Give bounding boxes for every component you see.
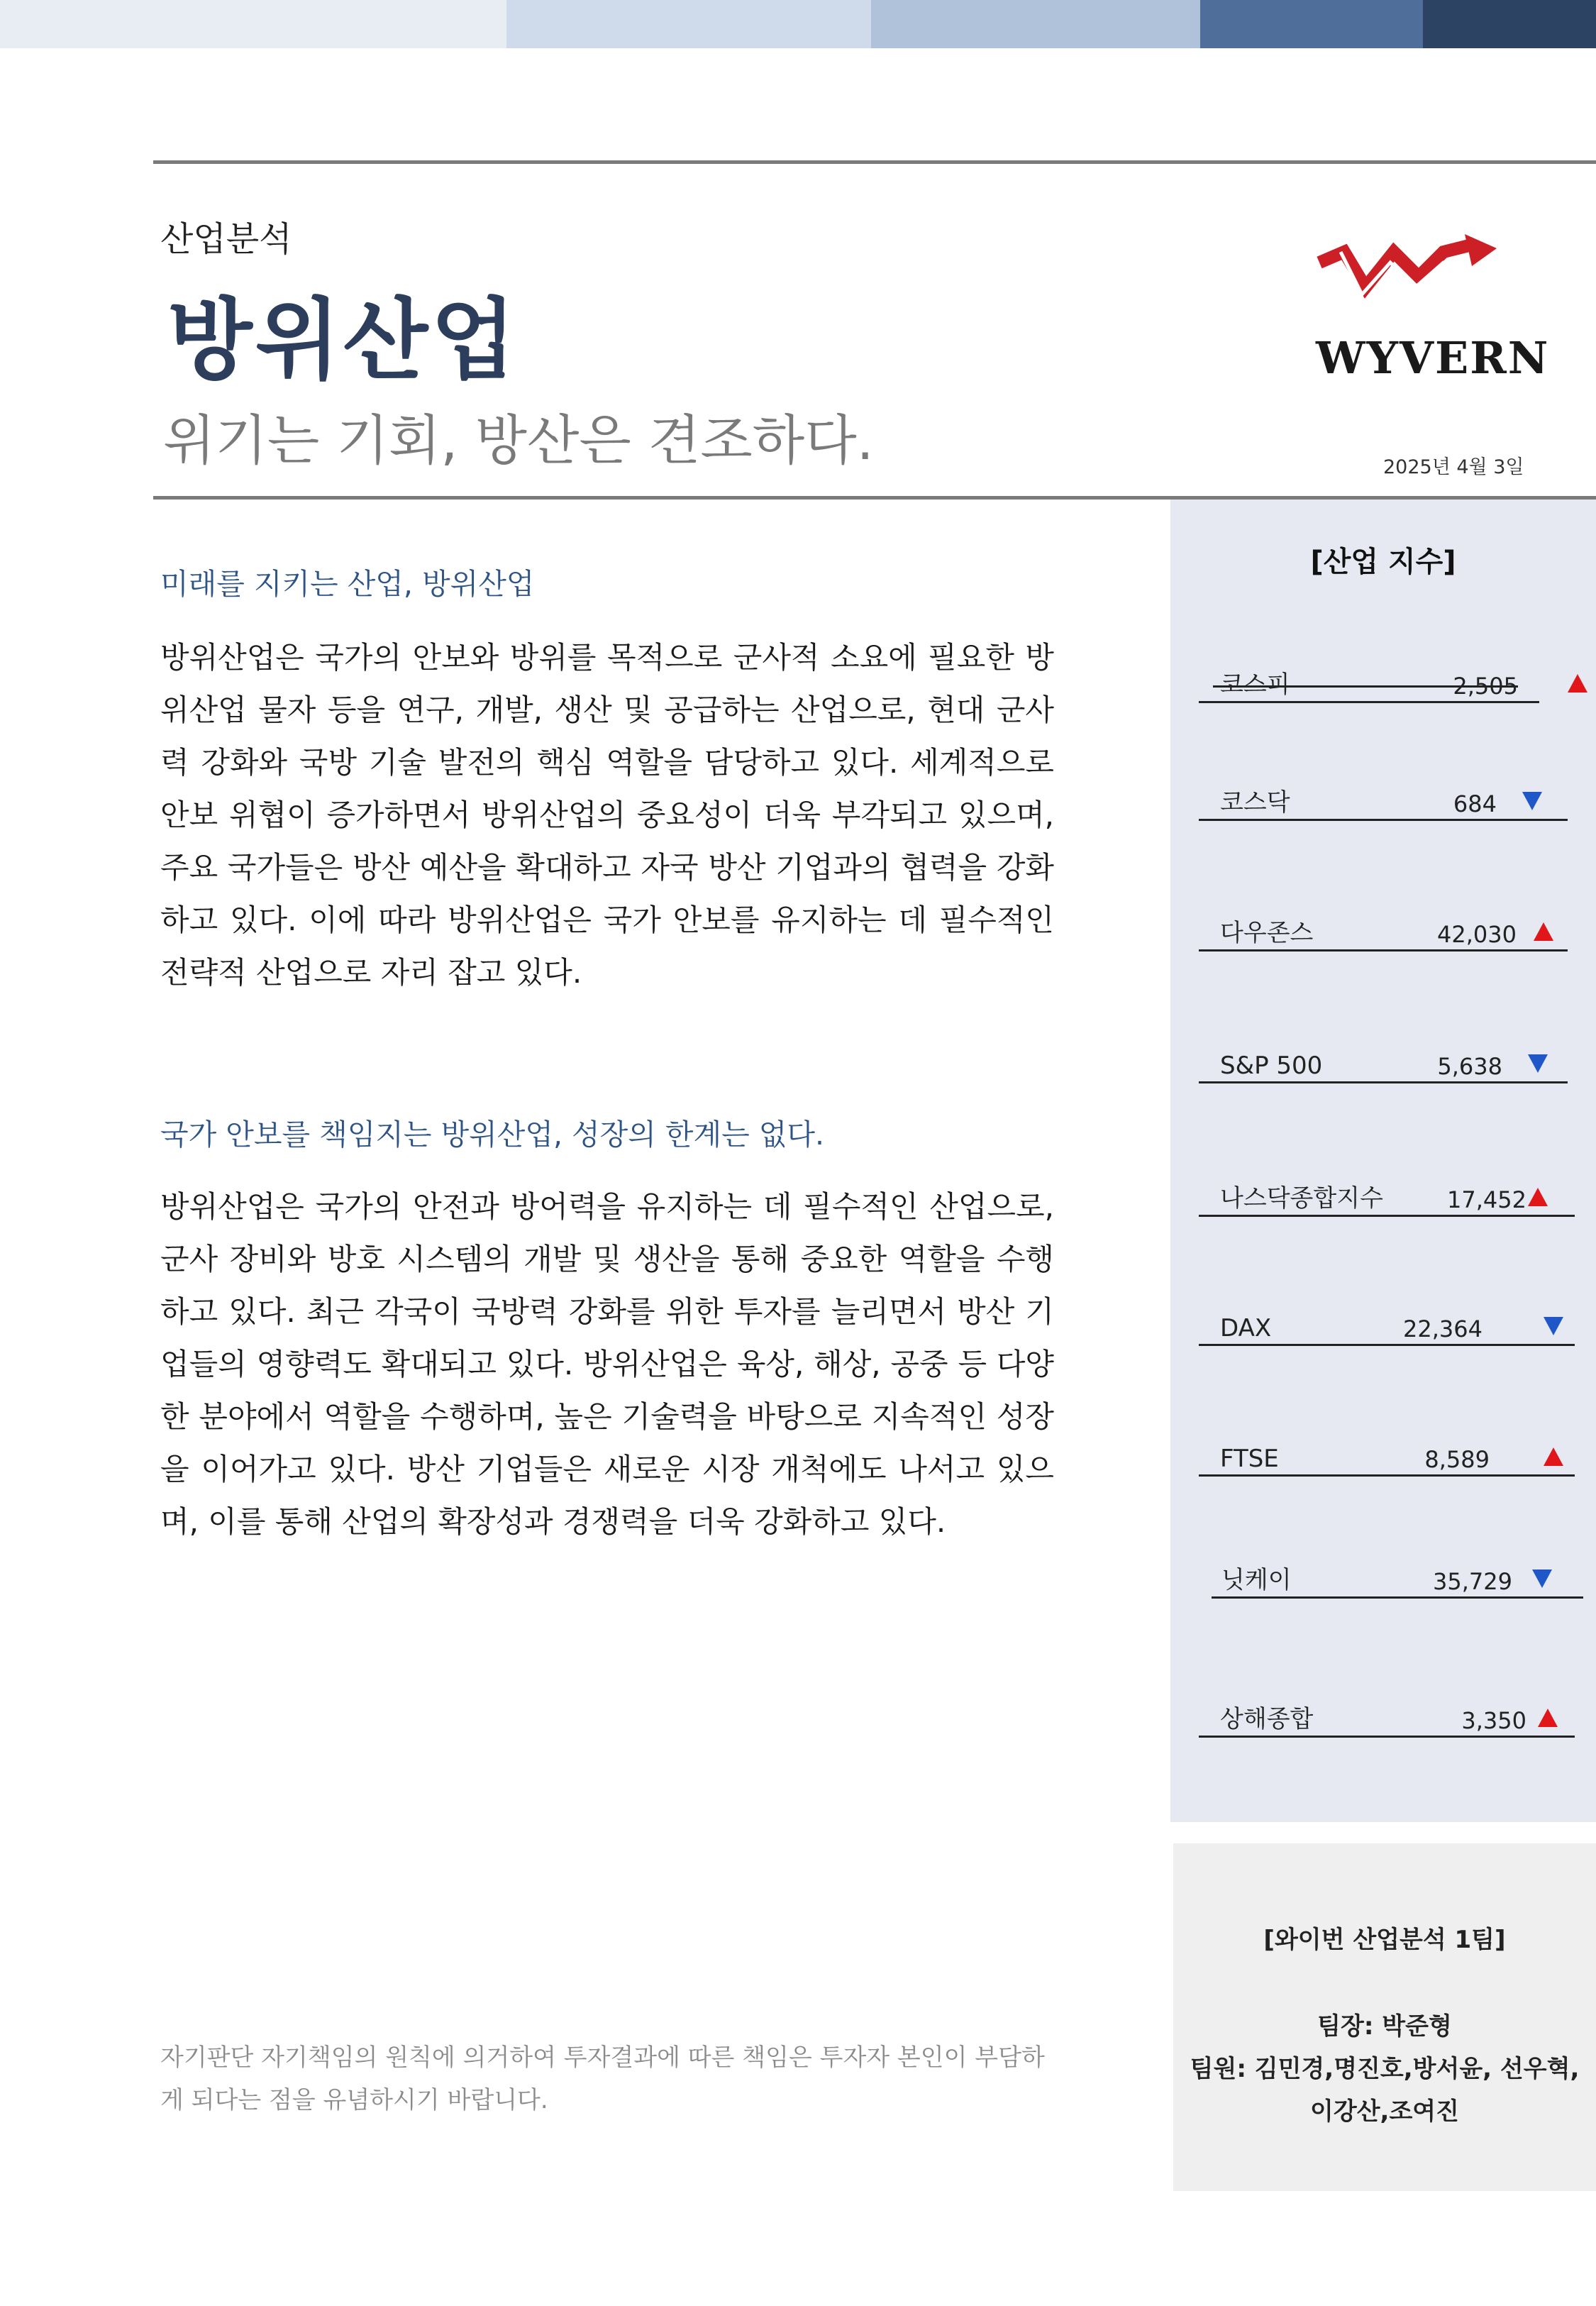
index-row-dow — [1199, 907, 1568, 951]
index-name: 다우존스 — [1220, 919, 1314, 947]
index-row-kosdaq — [1199, 776, 1568, 821]
index-value: 2,505 — [1453, 673, 1518, 700]
index-row-dax — [1199, 1301, 1575, 1346]
up-arrow-icon — [1534, 922, 1553, 941]
team-title: [와이번 산업분석 1팀] — [1263, 1926, 1506, 1954]
disclaimer-text: 자기판단 자기책임의 원칙에 의거하여 투자결과에 따른 책임은 투자자 본인이 부담하게 되다는 점을 유념하시기 바랍니다. — [160, 2043, 1045, 2114]
up-arrow-icon — [1568, 674, 1587, 693]
team-leader: 팀장: 박준형 — [1317, 2012, 1452, 2041]
index-value: 684 — [1453, 790, 1497, 817]
down-arrow-icon — [1532, 1569, 1552, 1588]
top-color-bar-2 — [506, 0, 871, 48]
index-value: 8,589 — [1424, 1446, 1490, 1473]
index-value: 22,364 — [1403, 1315, 1483, 1342]
index-value: 42,030 — [1437, 921, 1517, 948]
top-color-bar-5 — [1423, 0, 1596, 48]
index-row-nasdaq — [1199, 1172, 1575, 1217]
index-row-nikkei — [1212, 1554, 1583, 1599]
index-name: S&P 500 — [1220, 1052, 1323, 1080]
section-1-body: 방위산업은 국가의 안보와 방위를 목적으로 군사적 소요에 필요한 방위산업 물자 등을 연구, 개발, 생산 및 공급하는 산업으로, 현대 군사력 강화와 국방 기술 발전의 핵심 역할을 담당하고 있다. 세계적으로 안보 위협이 증가하면서 방위산업의 중요성이 더욱 부각되고 있으며, 주요 국가들은 방산 예산을 확대하고 자국 방산 기업과의 협력을 강화하고 있다. 이에 따라 방위산업은 국가 안보를 유지하는 데 필수적인 전략적 산업으로 자리 잡고 있다. — [160, 640, 1054, 990]
team-members-line-2: 이강산,조여진 — [1310, 2097, 1459, 2126]
index-row-sp500 — [1199, 1039, 1568, 1083]
index-row-kospi — [1199, 658, 1539, 703]
team-info-panel — [1173, 1843, 1596, 2191]
header-top-divider — [153, 160, 1596, 164]
index-value: 3,350 — [1461, 1707, 1526, 1734]
report-subtitle: 위기는 기회, 방산은 견조하다. — [163, 409, 874, 472]
section-2-body: 방위산업은 국가의 안전과 방어력을 유지하는 데 필수적인 산업으로, 군사 장비와 방호 시스템의 개발 및 생산을 통해 중요한 역할을 수행하고 있다. 최근 각국이 국방력 강화를 위한 투자를 늘리면서 방산 기업들의 영향력도 확대되고 있다. 방위산업은 육상, 해상, 공중 등 다양한 분야에서 역할을 수행하며, 높은 기술력을 바탕으로 지속적인 성장을 이어가고 있다. 방산 기업들은 새로운 시장 개척에도 나서고 있으며, 이를 통해 산업의 확장성과 경쟁력을 더욱 강화하고 있다. — [160, 1189, 1054, 1539]
index-name: 나스닥종합지수 — [1220, 1184, 1383, 1213]
top-color-bar-3 — [871, 0, 1200, 48]
index-row-shanghai — [1199, 1693, 1575, 1738]
index-name: 닛케이 — [1221, 1566, 1292, 1594]
up-arrow-icon — [1538, 1709, 1558, 1727]
report-date: 2025년 4월 3일 — [1383, 456, 1524, 478]
index-name: DAX — [1220, 1314, 1272, 1342]
down-arrow-icon — [1528, 1054, 1548, 1073]
top-color-bar-4 — [1200, 0, 1423, 48]
index-row-ftse — [1199, 1432, 1575, 1477]
index-name: FTSE — [1220, 1445, 1279, 1473]
report-title: 방위산업 — [167, 289, 519, 392]
team-members-line-1: 팀원: 김민경,명진호,방서윤, 선우혁, — [1190, 2055, 1580, 2083]
index-name: 코스피 — [1220, 671, 1290, 699]
down-arrow-icon — [1522, 792, 1542, 810]
index-value: 35,729 — [1433, 1568, 1512, 1595]
top-color-bar-1 — [0, 0, 506, 48]
down-arrow-icon — [1544, 1317, 1563, 1335]
section-2-heading: 국가 안보를 책임지는 방위산업, 성장의 한계는 없다. — [160, 1118, 824, 1152]
index-value: 17,452 — [1447, 1186, 1526, 1213]
report-kicker: 산업분석 — [160, 219, 292, 259]
index-value: 5,638 — [1437, 1053, 1502, 1080]
section-1-heading: 미래를 지키는 산업, 방위산업 — [160, 567, 535, 601]
brand-logo-text: WYVERN — [1316, 332, 1550, 384]
up-arrow-icon — [1544, 1447, 1563, 1466]
index-name: 코스닥 — [1220, 788, 1290, 817]
industry-index-panel — [1170, 500, 1596, 1822]
index-panel-title: [산업 지수] — [1310, 546, 1456, 578]
up-arrow-icon — [1528, 1188, 1548, 1206]
index-name: 상해종합 — [1220, 1705, 1314, 1733]
